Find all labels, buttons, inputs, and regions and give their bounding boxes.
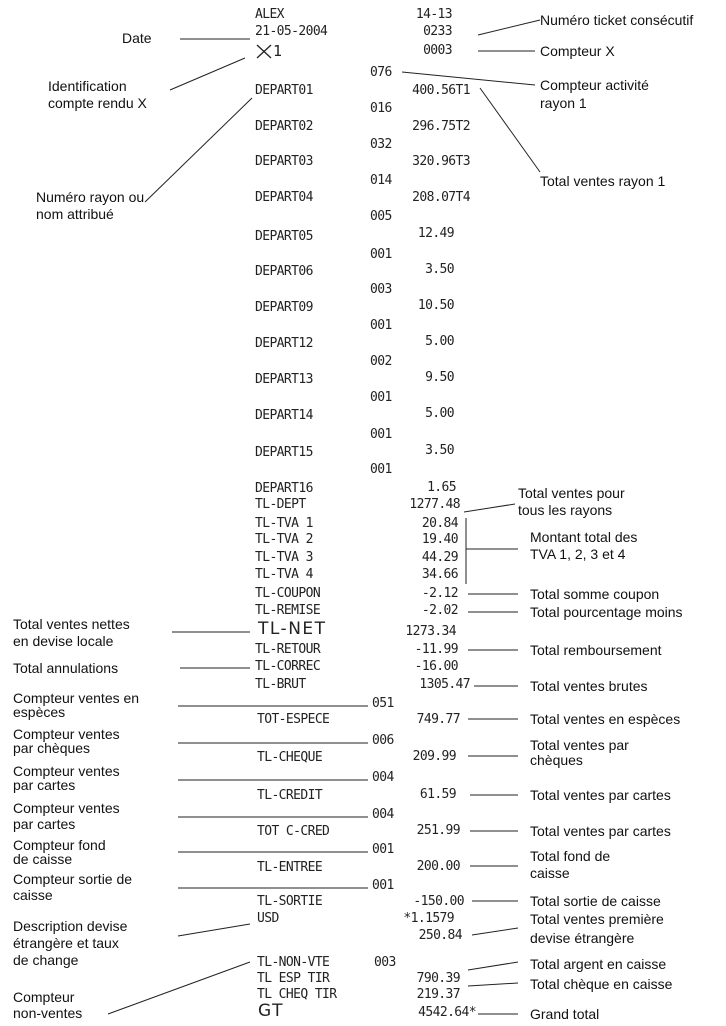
label-activite-1: Compteur activité [540,77,649,93]
dept-amount: 208.07T4 [412,190,470,205]
label-compteur-x: Compteur X [540,43,615,59]
dept-amount: 3.50 [425,443,454,458]
dept-counter: 002 [370,354,392,369]
currency-label: USD [257,911,279,926]
gt-value: 4542.64* [418,1005,476,1020]
cheque-counter: 006 [372,733,394,748]
label-pourcentage: Total pourcentage moins [530,604,683,620]
dept-amount: 9.50 [425,370,454,385]
coupon-value: -2.12 [421,586,458,601]
label-ticket: Numéro ticket consécutif [540,12,694,28]
esp-tir-value: 790.39 [416,971,460,986]
label-date: Date [122,30,152,46]
label-total-rayon: Total ventes rayon 1 [540,173,666,189]
label-cartes-b: Total ventes par cartes [530,823,671,839]
label-rembours: Total remboursement [530,642,662,658]
label-nettes-1: Total ventes nettes [13,616,130,632]
brut-label: TL-BRUT [255,677,306,692]
receipt-date: 21-05-2004 [255,24,328,39]
retour-label: TL-RETOUR [255,642,321,657]
label-cart2-2: par cartes [13,816,76,832]
label-coupon: Total somme coupon [530,586,660,602]
dept-name: DEPART14 [255,408,313,423]
especes-label: TOT-ESPECE [257,712,330,727]
retour-value: -11.99 [414,642,458,657]
dept-counter: 001 [370,318,392,333]
remise-label: TL-REMISE [255,603,321,618]
cheque-label: TL-CHEQUE [257,750,323,765]
credit-value: 61.59 [419,787,456,802]
dept-counter: 003 [370,282,392,297]
entree-counter: 001 [372,842,394,857]
dept-amount: 10.50 [417,298,454,313]
label-tous-2: tous les rayons [518,502,613,518]
ccred-counter: 004 [372,807,394,822]
receipt-ticket-number: 0233 [423,24,452,39]
especes-counter: 051 [372,696,394,711]
brut-value: 1305.47 [419,677,470,692]
label-ident-1: Identification [48,78,127,94]
tl-dept-value: 1277.48 [409,497,460,512]
dept-name: DEPART15 [255,445,313,460]
dept-amount: 400.56T1 [412,83,470,98]
dept-counter: 014 [370,173,392,188]
tl-net-label: TL-NET [258,619,327,639]
label-ident-2: compte rendu X [48,95,147,111]
line-nonvte [108,962,250,1014]
label-rayon-2: nom attribué [36,206,114,222]
label-cart1-2: par cartes [13,777,76,793]
label-fond-1: Total fond de [530,848,611,864]
label-fond-2: caisse [530,865,570,881]
line-devise [178,924,250,936]
dept-name: DEPART04 [255,190,313,205]
label-nonvte-1: Compteur [13,989,75,1005]
tva-value: 34.66 [421,567,458,582]
dept-name: DEPART16 [255,481,313,496]
dept-amount: 5.00 [425,334,454,349]
label-esp-1: Compteur ventes en [13,690,140,706]
line-rayon [145,98,252,202]
dept-counter: 016 [370,101,392,116]
label-cheques-1: Total ventes par [530,737,629,753]
entree-label: TL-ENTREE [257,860,323,875]
dept-counter: 001 [370,247,392,262]
dept-amount: 5.00 [425,406,454,421]
label-tva-2: TVA 1, 2, 3 et 4 [530,546,626,562]
ccred-label: TOT C-CRED [257,824,330,839]
correc-value: -16.00 [414,659,458,674]
tl-dept-label: TL-DEPT [255,497,306,512]
label-brutes: Total ventes brutes [530,678,648,694]
dept-name: DEPART09 [255,300,313,315]
tva-value: 20.84 [421,516,458,531]
line-tous [464,504,515,512]
label-chq-2: par chèques [13,740,91,756]
receipt-operator: ALEX [255,7,284,22]
cheq-tir-label: TL CHEQ TIR [257,987,337,1002]
label-tous-1: Total ventes pour [518,485,625,501]
dept-name: DEPART01 [255,83,313,98]
label-fond-1: Compteur fond [13,837,106,853]
line-ident [170,58,245,90]
sortie-counter: 001 [372,878,394,893]
credit-label: TL-CREDIT [257,788,323,803]
receipt-time: 14-13 [415,7,452,22]
tva-label: TL-TVA 1 [255,516,313,531]
line-premiere [472,928,518,935]
label-argent: Total argent en caisse [530,956,667,972]
dept-amount: 320.96T3 [412,154,470,169]
non-vte-label: TL-NON-VTE [257,955,330,970]
tva-value: 44.29 [421,550,458,565]
dept-name: DEPART13 [255,372,313,387]
dept-name: DEPART06 [255,264,313,279]
dept-amount: 3.50 [425,262,454,277]
especes-value: 749.77 [416,712,460,727]
dept-amount: 296.75T2 [412,119,470,134]
label-chq-1: Compteur ventes [13,726,120,742]
line-total-rayon [480,88,540,172]
sortie-value: -150.00 [413,894,464,909]
dept-counter: 076 [370,65,392,80]
label-devise-2: étrangère et taux [13,935,119,951]
label-cheques-2: chèques [530,752,583,768]
label-cartes-a: Total ventes par cartes [530,787,671,803]
label-tva-1: Montant total des [530,529,638,545]
cheq-tir-value: 219.37 [416,987,460,1002]
label-cheque-caisse: Total chèque en caisse [530,976,673,992]
label-esp-2: espèces [13,704,66,720]
credit-counter: 004 [372,770,394,785]
label-devise-1: Description devise [13,918,128,934]
label-sortie: Total sortie de caisse [530,893,661,909]
ccred-value: 251.99 [416,823,460,838]
sortie-label: TL-SORTIE [257,894,323,909]
receipt-report-number: 1 [273,42,282,60]
tva-label: TL-TVA 2 [255,532,313,547]
receipt-x-counter: 0003 [423,43,452,58]
currency-value: 250.84 [418,928,462,943]
dept-counter: 005 [370,209,392,224]
entree-value: 200.00 [416,859,460,874]
dept-amount: 12.49 [417,226,454,241]
non-vte-value: 003 [374,955,396,970]
coupon-label: TL-COUPON [255,586,321,601]
dept-name: DEPART12 [255,336,313,351]
label-premiere-2: devise étrangère [530,930,635,946]
label-sortie-2: caisse [13,887,53,903]
tva-label: TL-TVA 3 [255,550,313,565]
label-premiere-1: Total ventes première [530,911,664,927]
label-activite-2: rayon 1 [540,95,587,111]
dept-amount: 1.65 [427,480,456,495]
dept-name: DEPART03 [255,154,313,169]
label-annulations: Total annulations [13,660,119,676]
dept-counter: 032 [370,137,392,152]
line-cheque-caisse [468,983,518,986]
gt-label: GT [258,1001,284,1021]
label-cart1-1: Compteur ventes [13,763,120,779]
label-grand-total: Grand total [530,1006,600,1022]
label-devise-3: de change [13,952,79,968]
line-ticket [478,20,540,35]
currency-rate: *1.1579 [403,911,454,926]
tva-label: TL-TVA 4 [255,567,313,582]
label-nonvte-2: non-ventes [13,1005,83,1021]
dept-counter: 001 [370,390,392,405]
x-report-glyph [257,45,271,58]
remise-value: -2.02 [421,603,458,618]
label-fond-2: de caisse [13,851,73,867]
cheque-value: 209.99 [412,749,456,764]
tl-net-value: 1273.34 [405,624,456,639]
label-rayon-1: Numéro rayon ou [36,189,145,205]
esp-tir-label: TL ESP TIR [257,971,330,986]
label-nettes-2: en devise locale [13,633,114,649]
tva-value: 19.40 [421,532,458,547]
label-sortie-1: Compteur sortie de [13,871,133,887]
dept-counter: 001 [370,462,392,477]
dept-name: DEPART02 [255,119,313,134]
correc-label: TL-CORREC [255,659,321,674]
dept-counter: 001 [370,427,392,442]
label-cart2-1: Compteur ventes [13,800,120,816]
label-especes: Total ventes en espèces [530,711,681,727]
dept-name: DEPART05 [255,229,313,244]
line-argent [468,962,518,970]
